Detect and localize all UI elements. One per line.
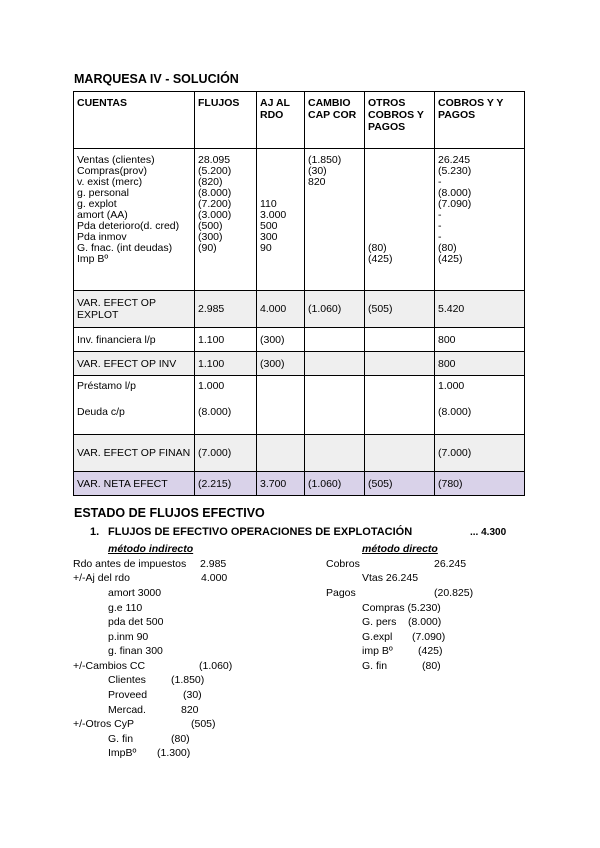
cuentas-cell bbox=[74, 149, 195, 291]
right-line-text: G.expl bbox=[362, 631, 393, 643]
cell-line: (7.200) bbox=[198, 198, 232, 210]
cell-line: 28.095 bbox=[198, 154, 231, 166]
cell-line: Imp Bº bbox=[77, 253, 109, 265]
left-line-value: (30) bbox=[183, 689, 202, 701]
left-line-text: g.e 110 bbox=[108, 602, 143, 614]
header-cell: CAMBIO CAP COR bbox=[305, 92, 365, 149]
cell-line: (300) bbox=[198, 231, 223, 243]
left-line-text: G. fin bbox=[108, 733, 134, 745]
table-cell bbox=[257, 435, 305, 472]
table-cell bbox=[305, 376, 365, 435]
cell-line: G. fnac. (int deudas) bbox=[77, 242, 173, 254]
table-cell: (780) bbox=[435, 472, 525, 496]
left-line-value: (80) bbox=[171, 733, 190, 745]
cell-line bbox=[308, 188, 361, 199]
table-cell bbox=[305, 352, 365, 376]
left-line-value: (1.060) bbox=[199, 660, 233, 672]
aj-cell bbox=[257, 149, 305, 291]
cell-line: 500 bbox=[260, 220, 278, 232]
left-line-text: g. finan 300 bbox=[108, 645, 163, 657]
cell-line: g. explot bbox=[77, 198, 117, 210]
table-cell bbox=[435, 376, 525, 435]
table-cell: 4.000 bbox=[257, 291, 305, 328]
table-cell: VAR. EFECT OP INV bbox=[74, 352, 195, 376]
var-inv-row bbox=[74, 352, 525, 376]
cell-line bbox=[260, 177, 301, 188]
cell-line bbox=[308, 221, 361, 232]
header-cell: CUENTAS bbox=[74, 92, 195, 149]
var-explot-row bbox=[74, 291, 525, 328]
item-number: 1. bbox=[90, 526, 100, 538]
cell-line: (80) bbox=[438, 242, 457, 254]
left-line-text: Clientes bbox=[108, 674, 146, 686]
fin-line: 1.000 bbox=[198, 380, 225, 392]
detail-row bbox=[74, 149, 525, 291]
indirect-method-heading: método indirecto bbox=[108, 543, 194, 555]
cell-line: - bbox=[438, 220, 442, 232]
cell-line bbox=[368, 166, 431, 177]
cell-line bbox=[368, 177, 431, 188]
cell-line: (5.200) bbox=[198, 165, 232, 177]
item-amount: ... 4.300 bbox=[470, 527, 507, 538]
table-cell bbox=[365, 435, 435, 472]
left-line-value: 820 bbox=[181, 704, 199, 716]
right-line-value: 26.245 bbox=[434, 558, 467, 570]
flujos-cell bbox=[195, 149, 257, 291]
right-line-text: G. fin bbox=[362, 660, 388, 672]
table-cell bbox=[365, 352, 435, 376]
cell-line: (425) bbox=[438, 253, 463, 265]
cell-line: (500) bbox=[198, 220, 223, 232]
inv-row bbox=[74, 328, 525, 352]
header-cell: OTROS COBROS Y PAGOS bbox=[365, 92, 435, 149]
cell-line: 26.245 bbox=[438, 154, 471, 166]
table-cell: VAR. EFECT OP FINAN bbox=[74, 435, 195, 472]
cell-line: (90) bbox=[198, 242, 217, 254]
left-line-text: +/-Cambios CC bbox=[73, 660, 146, 672]
cobros-cell bbox=[435, 149, 525, 291]
header-cell: FLUJOS bbox=[195, 92, 257, 149]
cell-line bbox=[198, 254, 253, 265]
table-cell bbox=[365, 328, 435, 352]
left-line-text: +/-Aj del rdo bbox=[73, 572, 130, 584]
fin-line: 1.000 bbox=[438, 380, 465, 392]
left-line-value: 4.000 bbox=[201, 572, 228, 584]
left-line-value: (1.300) bbox=[157, 747, 191, 759]
cell-line bbox=[368, 155, 431, 166]
cell-line: (30) bbox=[308, 165, 327, 177]
table-cell bbox=[74, 376, 195, 435]
table-cell: (505) bbox=[365, 291, 435, 328]
table-cell: (1.060) bbox=[305, 291, 365, 328]
left-line-text: Rdo antes de impuestos bbox=[73, 558, 187, 570]
table-cell: (1.060) bbox=[305, 472, 365, 496]
table-cell: 1.100 bbox=[195, 328, 257, 352]
cell-line: (80) bbox=[368, 242, 387, 254]
right-line-text: Cobros bbox=[326, 558, 360, 570]
right-line-value: (425) bbox=[418, 645, 443, 657]
header-cell: AJ AL RDO bbox=[257, 92, 305, 149]
cell-line: - bbox=[438, 231, 442, 243]
otros-cell bbox=[365, 149, 435, 291]
cell-line: (425) bbox=[368, 253, 393, 265]
cell-line: Ventas (clientes) bbox=[77, 154, 155, 166]
cell-line bbox=[260, 166, 301, 177]
table-cell: (7.000) bbox=[195, 435, 257, 472]
cell-line: g. personal bbox=[77, 187, 129, 199]
cell-line bbox=[260, 254, 301, 265]
fin-line: (8.000) bbox=[198, 406, 232, 418]
var-neta-row bbox=[74, 472, 525, 496]
cell-line bbox=[308, 232, 361, 243]
table-cell: 5.420 bbox=[435, 291, 525, 328]
right-line-value: (80) bbox=[422, 660, 441, 672]
right-line-text: Compras (5.230) bbox=[362, 602, 441, 614]
left-line-text: ImpBº bbox=[108, 747, 137, 759]
cell-line bbox=[308, 199, 361, 210]
cell-line: (1.850) bbox=[308, 154, 342, 166]
left-line-text: pda det 500 bbox=[108, 616, 164, 628]
cell-line bbox=[308, 243, 361, 254]
right-line-text: Pagos bbox=[326, 587, 356, 599]
header-row bbox=[74, 92, 525, 149]
left-line-text: +/-Otros CyP bbox=[73, 718, 134, 730]
cell-line: (3.000) bbox=[198, 209, 232, 221]
cell-line bbox=[308, 210, 361, 221]
table-cell bbox=[305, 328, 365, 352]
section-heading: ESTADO DE FLUJOS EFECTIVO bbox=[74, 506, 265, 520]
cell-line: amort (AA) bbox=[77, 209, 128, 221]
table-cell: (300) bbox=[257, 328, 305, 352]
cell-line: Pda inmov bbox=[77, 231, 127, 243]
table-cell: (7.000) bbox=[435, 435, 525, 472]
cell-line: Compras(prov) bbox=[77, 165, 148, 177]
left-line-text: Proveed bbox=[108, 689, 148, 701]
right-line-text: Vtas 26.245 bbox=[362, 572, 419, 584]
table-cell: 3.700 bbox=[257, 472, 305, 496]
table-cell bbox=[365, 376, 435, 435]
table-cell: Inv. financiera l/p bbox=[74, 328, 195, 352]
table-cell: (505) bbox=[365, 472, 435, 496]
table-cell: (2.215) bbox=[195, 472, 257, 496]
item-title: FLUJOS DE EFECTIVO OPERACIONES DE EXPLOTACIÓN bbox=[108, 526, 413, 538]
fin-row bbox=[74, 376, 525, 435]
cell-line bbox=[368, 199, 431, 210]
header-cell: COBROS Y Y PAGOS bbox=[435, 92, 525, 149]
table-cell: 1.100 bbox=[195, 352, 257, 376]
cell-line: (5.230) bbox=[438, 165, 472, 177]
cell-line bbox=[368, 221, 431, 232]
table-cell: 2.985 bbox=[195, 291, 257, 328]
cell-line: 110 bbox=[260, 198, 277, 210]
cell-line: 3.000 bbox=[260, 209, 287, 221]
cell-line: (8.000) bbox=[438, 187, 472, 199]
direct-method-heading: método directo bbox=[362, 543, 438, 555]
table-cell bbox=[305, 435, 365, 472]
table-cell: VAR. EFECT OP EXPLOT bbox=[74, 291, 195, 328]
page-title: MARQUESA IV - SOLUCIÓN bbox=[74, 72, 239, 86]
cell-line: (820) bbox=[198, 176, 223, 188]
cell-line: v. exist (merc) bbox=[77, 176, 143, 188]
var-fin-row bbox=[74, 435, 525, 472]
left-line-text: p.inm 90 bbox=[108, 631, 149, 643]
table-cell: (300) bbox=[257, 352, 305, 376]
cell-line bbox=[368, 188, 431, 199]
right-line-value: (8.000) bbox=[408, 616, 442, 628]
cell-line: 300 bbox=[260, 231, 278, 243]
cell-line: (7.090) bbox=[438, 198, 472, 210]
cell-line: - bbox=[438, 209, 442, 221]
fin-line: Deuda c/p bbox=[77, 406, 125, 418]
table-cell: VAR. NETA EFECT bbox=[74, 472, 195, 496]
right-line-text: imp Bº bbox=[362, 645, 393, 657]
cell-line bbox=[260, 155, 301, 166]
cell-line: 820 bbox=[308, 176, 326, 188]
table-cell: 800 bbox=[435, 352, 525, 376]
left-line-text: Mercad. bbox=[108, 704, 146, 716]
fin-line: (8.000) bbox=[438, 406, 472, 418]
left-line-value: 2.985 bbox=[200, 558, 227, 570]
left-line-text: amort 3000 bbox=[108, 587, 162, 599]
cell-line bbox=[308, 254, 361, 265]
table-cell: 800 bbox=[435, 328, 525, 352]
cell-line: 90 bbox=[260, 242, 272, 254]
right-line-value: (20.825) bbox=[434, 587, 474, 599]
cell-line: - bbox=[438, 176, 442, 188]
cambio-cell bbox=[305, 149, 365, 291]
right-line-text: G. pers bbox=[362, 616, 397, 628]
fin-line: Préstamo l/p bbox=[77, 380, 136, 392]
right-line-value: (7.090) bbox=[412, 631, 446, 643]
subsection-title bbox=[90, 526, 507, 538]
table-cell bbox=[257, 376, 305, 435]
left-line-value: (505) bbox=[191, 718, 216, 730]
cell-line: (8.000) bbox=[198, 187, 232, 199]
table-cell bbox=[195, 376, 257, 435]
left-line-value: (1.850) bbox=[171, 674, 205, 686]
cell-line: Pda deterioro(d. cred) bbox=[77, 220, 180, 232]
cash-flow-table bbox=[73, 91, 525, 496]
cell-line bbox=[368, 210, 431, 221]
